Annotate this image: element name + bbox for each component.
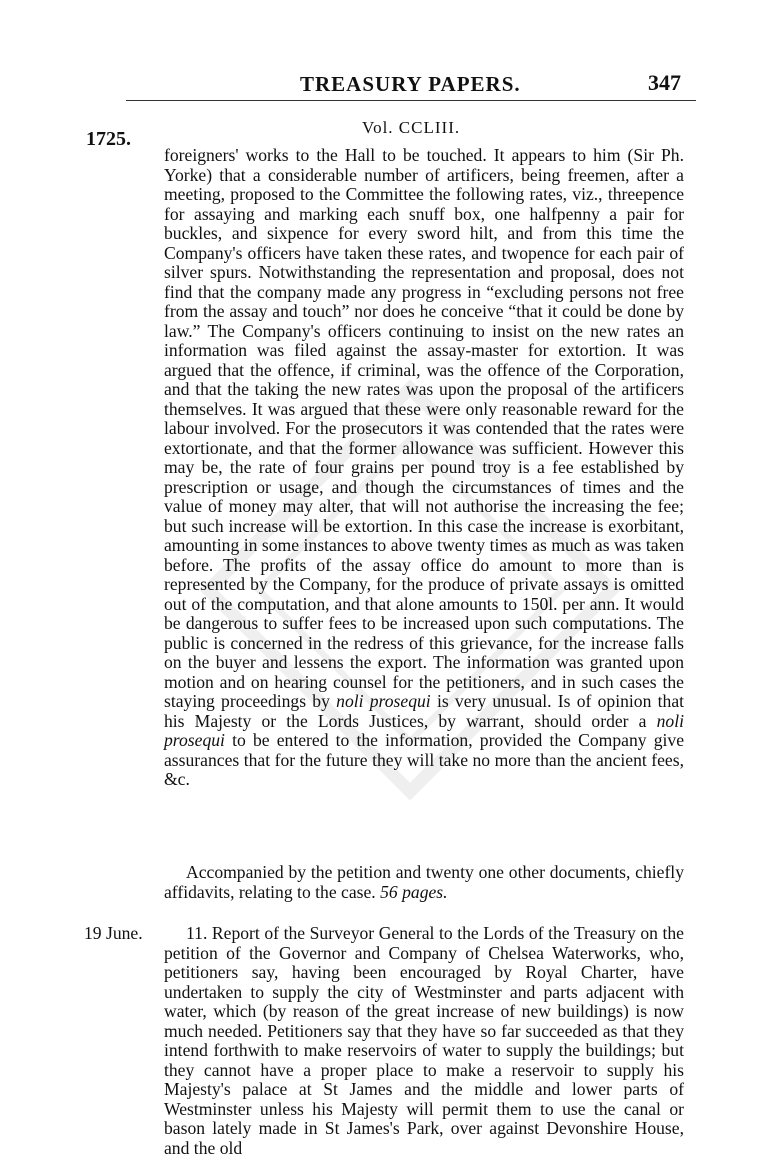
margin-date: 19 June.	[84, 923, 143, 943]
italic-term: noli prosequi	[336, 691, 431, 711]
paragraph-report-continuation	[164, 146, 684, 790]
running-title: TREASURY PAPERS.	[300, 72, 521, 96]
paragraph-text: is very unusual. Is of opinion that his Majesty or the Lords Justices, by warrant, should order a	[164, 691, 685, 731]
margin-year: 1725.	[86, 128, 131, 150]
paragraph-item-11	[164, 924, 684, 1158]
paragraph-text: to be entered to the information, provided the Company give assurances that for the future they will take no more than the ancient fees, &c.	[164, 730, 684, 789]
paragraph-text: Accompanied by the petition and twenty one other documents, chiefly affidavits, relating to the case.	[164, 862, 684, 902]
page-number: 347	[648, 70, 681, 95]
paragraph-text: foreigners' works to the Hall to be touched. It appears to him (Sir Ph. Yorke) that a considerable number of artificers, being freemen, after a meeting, proposed to the Committee the following rates, viz., threepence for assaying and marking each snuff box, one halfpenny a pair for buckles, and sixpence for every sword hilt, and from this time the Company's officers have taken these rates, and twopence for each pair of silver spurs. Notwithstanding the representation and proposal, does not find that the company made any progress in “excluding persons not free from the assay and touch” nor does he conceive “that it could be done by law.” The Company's officers continuing to insist on the new rates an information was filed against the assay-master for extortion. It was argued that the offence, if criminal, was the offence of the Corporation, and that the taking the new rates was upon the proposal of the artificers themselves. It was argued that these were only reasonable reward for the labour involved. For the prosecutors it was contended that the rates were extortionate, and that the former allowance was sufficient. However this may be, the rate of four grains per pound troy is a fee established by prescription or usage, and though the circumstances of times and the value of money may alter, that will not authorise the increasing the fee; but such increase will be extortion. In this case the increase is exorbitant, amounting in some instances to above twenty times as much as was taken before. The profits of the assay office do amount to more than is represented by the Company, for the produce of private assays is omitted out of the computation, and that alone amounts to 150l. per ann. It would be dangerous to suffer fees to be increased upon such computations. The public is concerned in the redress of this grievance, for the increase falls on the buyer and lessens the export. The information was granted upon motion and on hearing counsel for the petitioners, and in such cases the staying proceedings by	[164, 145, 684, 711]
italic-term: noli prosequi	[164, 710, 684, 750]
paragraph-text: 11. Report of the Surveyor General to the Lords of the Treasury on the petition of the Governor and Company of Chelsea Waterworks, who, petitioners say, having been encouraged by Royal Charter, have undertaken to supply the city of Westminster and parts adjacent with water, which (by reason of the great increase of new buildings) is now much needed. Petitioners say that they have so far succeeded as that they intend forthwith to make reservoirs of water to supply the buildings; but they cannot have a proper place to make a reservoir to supply his Majesty's palace at St James and the middle and lower parts of Westminster unless his Majesty will permit them to use the canal or bason lately made in St James's Park, over against Devonshire House, and the old	[164, 923, 684, 1158]
header-rule	[126, 100, 696, 101]
page-count: 56 pages.	[380, 881, 448, 902]
paragraph-accompaniment	[164, 863, 684, 902]
volume-heading: Vol. CCLIII.	[362, 118, 461, 137]
